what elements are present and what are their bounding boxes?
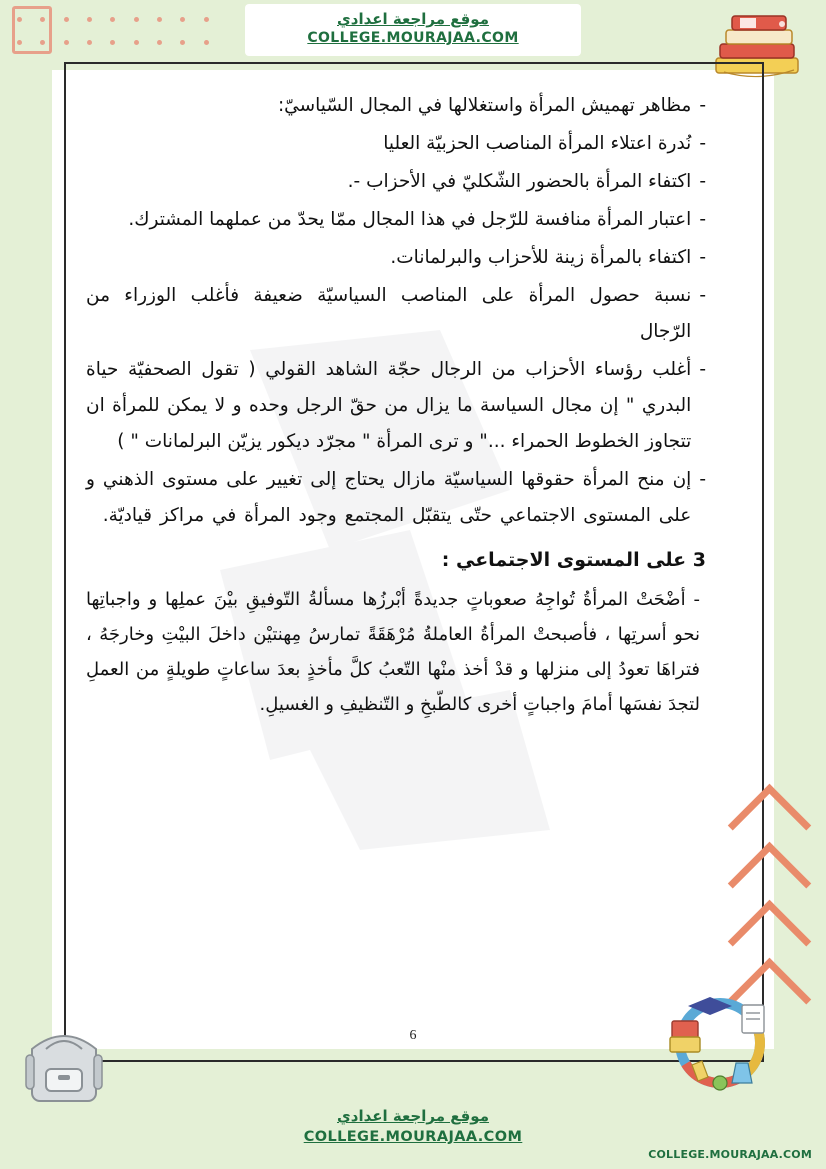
bullet-dash: - [699,359,706,380]
bullet-dash: - [699,95,706,116]
page-number: 6 [409,1028,417,1043]
list-item [86,240,706,276]
bullet-text: اكتفاء بالمرأة زينة للأحزاب والبرلمانات. [390,247,692,268]
left-margin-decor [0,0,52,1169]
bullet-text: مظاهر تهميش المرأة واستغلالها في المجال السّياسيّ: [277,95,692,116]
bullet-dash: - [699,209,706,230]
bullet-dash: - [699,133,706,154]
header-banner [245,4,581,56]
header-site-url: COLLEGE.MOURAJAA.COM [307,30,519,46]
header-site-name: موقع مراجعة اعدادي [337,10,489,28]
footer-site-url: COLLEGE.MOURAJAA.COM [303,1129,523,1145]
bullet-text: نسبة حصول المرأة على المناصب السياسيّة ضعيفة فأغلب الوزراء من الرّجال [86,285,692,342]
document-body [86,88,706,722]
bullet-dash: - [699,171,706,192]
section-heading: 3 على المستوى الاجتماعي : [441,549,706,571]
bullet-text: أغلب رؤساء الأحزاب من الرجال حجّة الشاهد القولي ( تقول الصحفيّة حياة البدري " إن مجال السياسة ما يزال من حقّ الرجل وحده و لا يمكن للمرأة ان تتجاوز الخطوط الحمراء ..." و ترى المرأة " مجرّد ديكور يزيّن البرلمانات " ) [86,359,692,452]
footer-banner [245,1105,581,1147]
list-item [86,164,706,200]
bullet-dash: - [699,469,706,490]
list-item [86,352,706,460]
list-item [86,126,706,162]
list-item [86,462,706,534]
bullet-text: إن منح المرأة حقوقها السياسيّة مازال يحتاج إلى تغيير على مستوى الذهني و على المستوى الاجتماعي حتّى يتقبّل المجتمع وجود المرأة في مراكز قياديّة. [86,469,692,526]
footer-site-name: موقع مراجعة اعدادي [337,1107,489,1125]
school-supplies-icon [664,987,776,1099]
bullet-text: اعتبار المرأة منافسة للرّجل في هذا المجال ممّا يحدّ من عملهما المشترك. [128,209,692,230]
bullet-text: اكتفاء المرأة بالحضور الشّكليّ في الأحزاب -. [347,171,692,192]
bullet-dash: - [699,285,706,306]
bullet-text: نُدرة اعتلاء المرأة المناصب الحزبيّة العليا [383,133,692,154]
list-item [86,202,706,238]
backpack-icon [12,1015,116,1111]
bullet-dash: - [699,247,706,268]
list-item [86,278,706,350]
footer-corner-url: COLLEGE.MOURAJAA.COM [648,1148,812,1161]
list-item [86,88,706,124]
closing-paragraph: - أضْحَتْ المرأةُ تُواجِهُ صعوباتٍ جديدةً أبْرزُها مسألةُ التّوفيقِ بيْنَ عملِها و واجباتِها نحو أسرتِها ، فأصبحتْ المرأةُ العاملةُ مُرْهَقَةً تمارسُ مِهنتيْن داخلَ البيْتِ وخارجَهُ ، فتراهَا تعودُ إلى منزلها و قدْ أخذ منْها التّعبُ كلَّ مأخذٍ بعدَ ساعاتٍ طويلةٍ من العملِ لتجدَ نفسَها أمامَ واجباتٍ أخرى كالطّبخِ و التّنظيفِ و الغسيلِ. [86,589,700,715]
corner-square-decor [12,6,52,54]
